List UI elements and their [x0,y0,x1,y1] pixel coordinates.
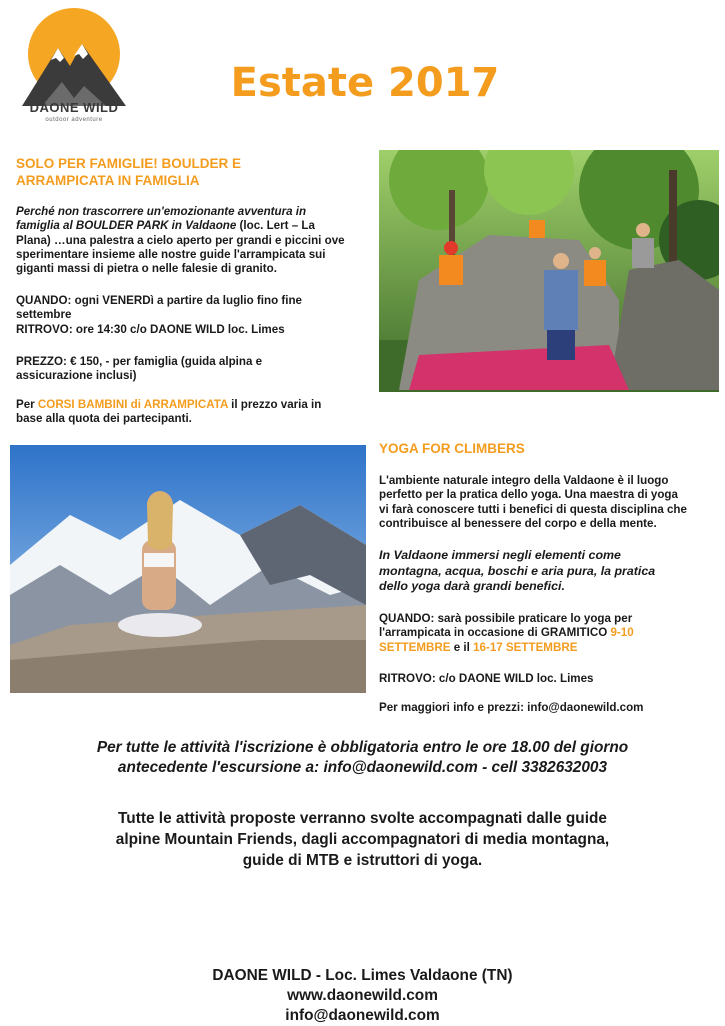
family-heading-line: ARRAMPICATA IN FAMIGLIA [16,173,200,188]
yoga-italic-line: montagna, acqua, boschi e aria pura, la pratica [379,563,656,578]
yoga-date: 9-10 [610,626,634,640]
price-line: assicurazione inclusi) [16,369,137,383]
footer-email: info@daonewild.com [285,1007,440,1024]
footer-website: www.daonewild.com [287,987,438,1004]
guides-line: guide di MTB e istruttori di yoga. [242,852,483,869]
intro-location: Plana) [16,233,51,247]
yoga-when-line: QUANDO: sarà possibile praticare lo yoga per [379,612,633,625]
kids-courses [16,398,376,427]
yoga-italic [379,548,719,595]
boulder-photo [379,150,719,392]
when-line: QUANDO: ogni VENERDì a partire da luglio fino fine [16,294,302,307]
family-intro [16,205,376,276]
notice-line: Per tutte le attività l'iscrizione è obbligatoria entro le ore 18.00 del giorno [96,739,629,756]
yoga-when [379,612,719,655]
kids-suffix: il prezzo varia in [227,398,322,411]
yoga-italic-line: dello yoga darà grandi benefici. [379,579,565,593]
yoga-desc-line: L'ambiente naturale integro della Valdaone è il luogo [379,474,669,487]
kids-highlight: CORSI BAMBINI di ARRAMPICATA [37,398,228,411]
price-line: PREZZO: € 150, - per famiglia (guida alpina e [16,355,263,368]
yoga-date: SETTEMBRE [379,640,451,654]
family-price [16,355,376,384]
guides-line: alpine Mountain Friends, dagli accompagnatori di media montagna, [115,831,610,848]
yoga-when-text: e il [450,640,474,654]
family-when [16,294,376,337]
yoga-italic-line: In Valdaone immersi negli elementi come [379,548,621,562]
intro-location: (loc. Lert – La [236,219,315,233]
page-title: Estate 2017 [230,60,500,106]
intro-line: famiglia al BOULDER PARK in Valdaone [16,219,237,233]
yoga-date: 16-17 SETTEMBRE [473,640,578,654]
intro-line: sperimentare insieme alle nostre guide l'arrampicata sui [16,247,326,261]
logo-tagline: outdoor adventure [45,117,103,123]
intro-line: giganti massi di pietra o nelle falesie di granito. [16,262,277,276]
yoga-photo [10,445,366,693]
guides-line: Tutte le attività proposte verranno svolte accompagnati dalle guide [118,810,607,827]
yoga-desc-line: perfetto per la pratica dello yoga. Una maestra di yoga [379,488,678,502]
footer [0,966,725,1026]
notice-line: antecedente l'escursione a: info@daonewild.com - cell 3382632003 [117,759,608,776]
yoga-heading: YOGA FOR CLIMBERS [379,441,525,456]
intro-line: …una palestra a cielo aperto per grandi e piccini ove [50,233,345,247]
yoga-desc-line: vi farà conoscere tutti i benefici di questa disciplina che [379,502,687,516]
family-heading [16,155,366,189]
meeting-line: RITROVO: ore 14:30 c/o DAONE WILD loc. Limes [16,322,285,336]
when-line: settembre [16,308,72,322]
yoga-when-text: l'arrampicata in occasione di GRAMITICO [379,626,611,640]
family-heading-line: SOLO PER FAMIGLIE! BOULDER E [16,156,242,171]
intro-line: Perché non trascorrere un'emozionante avventura in [16,205,307,218]
logo-name: DAONE WILD [29,100,119,115]
yoga-description [379,474,719,531]
kids-line: base alla quota dei partecipanti. [16,412,192,426]
registration-notice [0,738,725,778]
yoga-info: Per maggiori info e prezzi: info@daonewild.com [379,701,644,714]
guides-info [0,808,725,871]
yoga-desc-line: contribuisce al benessere del corpo e della mente. [379,516,657,530]
yoga-meeting: RITROVO: c/o DAONE WILD loc. Limes [379,672,594,685]
footer-address: DAONE WILD - Loc. Limes Valdaone (TN) [212,967,513,984]
kids-prefix: Per [16,398,38,411]
